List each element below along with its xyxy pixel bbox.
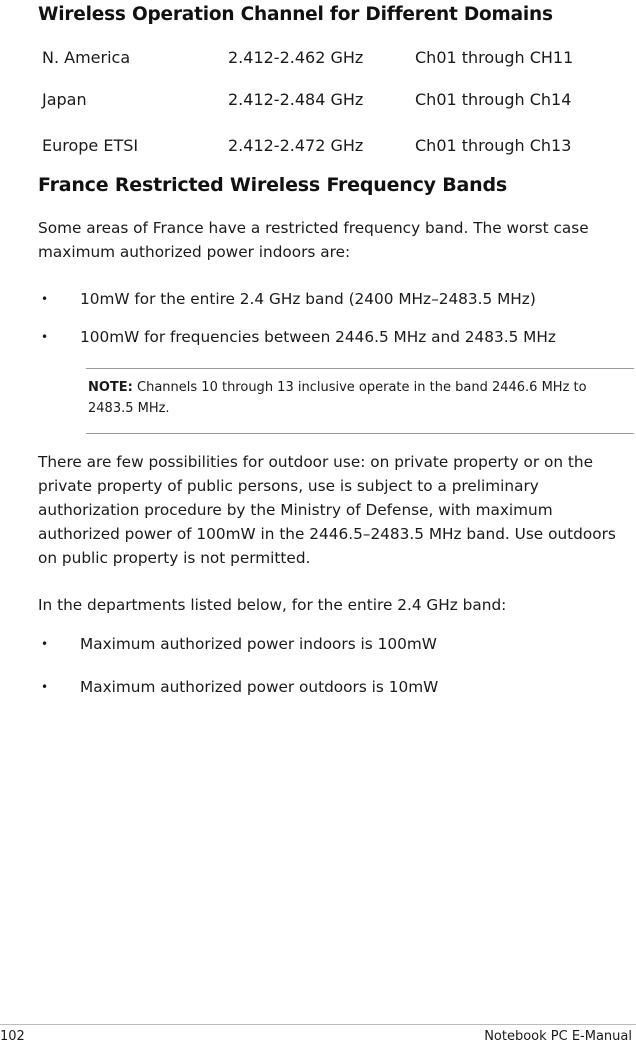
bullet-icon: • <box>41 330 49 344</box>
bullet-icon: • <box>41 637 49 651</box>
note-box <box>86 368 634 434</box>
bullet-text: Maximum authorized power indoors is 100mW <box>80 635 437 653</box>
channels-cell: Ch01 through Ch14 <box>415 90 572 109</box>
note-content <box>88 377 632 419</box>
region-cell: Japan <box>42 90 87 109</box>
note-text: Channels 10 through 13 inclusive operate in the band 2446.6 MHz to 2483.5 MHz. <box>88 380 587 416</box>
range-cell: 2.412-2.472 GHz <box>228 136 364 155</box>
region-cell: Europe ETSI <box>42 136 139 155</box>
manual-title: Notebook PC E-Manual <box>484 1029 632 1044</box>
section-title-france-bands: France Restricted Wireless Frequency Bands <box>38 174 508 196</box>
range-cell: 2.412-2.462 GHz <box>228 48 364 67</box>
bullet-icon: • <box>41 680 49 694</box>
bullet-text: 100mW for frequencies between 2446.5 MHz and 2483.5 MHz <box>80 328 556 346</box>
note-label: NOTE: <box>88 380 133 395</box>
channels-cell: Ch01 through CH11 <box>415 48 574 67</box>
france-intro-paragraph: Some areas of France have a restricted frequency band. The worst case maximum authorized power indoors are: <box>38 219 589 261</box>
range-cell: 2.412-2.484 GHz <box>228 90 364 109</box>
bullet-text: 10mW for the entire 2.4 GHz band (2400 MHz–2483.5 MHz) <box>80 290 536 308</box>
section-title-wireless-channels: Wireless Operation Channel for Different Domains <box>38 4 553 25</box>
channels-cell: Ch01 through Ch13 <box>415 136 572 155</box>
bullet-icon: • <box>41 292 49 306</box>
region-cell: N. America <box>42 48 131 67</box>
page-number: 102 <box>0 1029 25 1044</box>
bullet-text: Maximum authorized power outdoors is 10mW <box>80 678 439 696</box>
departments-intro-paragraph: In the departments listed below, for the entire 2.4 GHz band: <box>38 596 507 614</box>
footer-divider <box>0 1024 636 1025</box>
outdoor-use-paragraph: There are few possibilities for outdoor use: on private property or on the private property of public persons, use is subject to a preliminary authorization procedure by the Ministry of Defense, with maximum authorized power of 100mW in the 2446.5–2483.5 MHz band. Use outdoors on public property is not permitted. <box>38 453 616 567</box>
